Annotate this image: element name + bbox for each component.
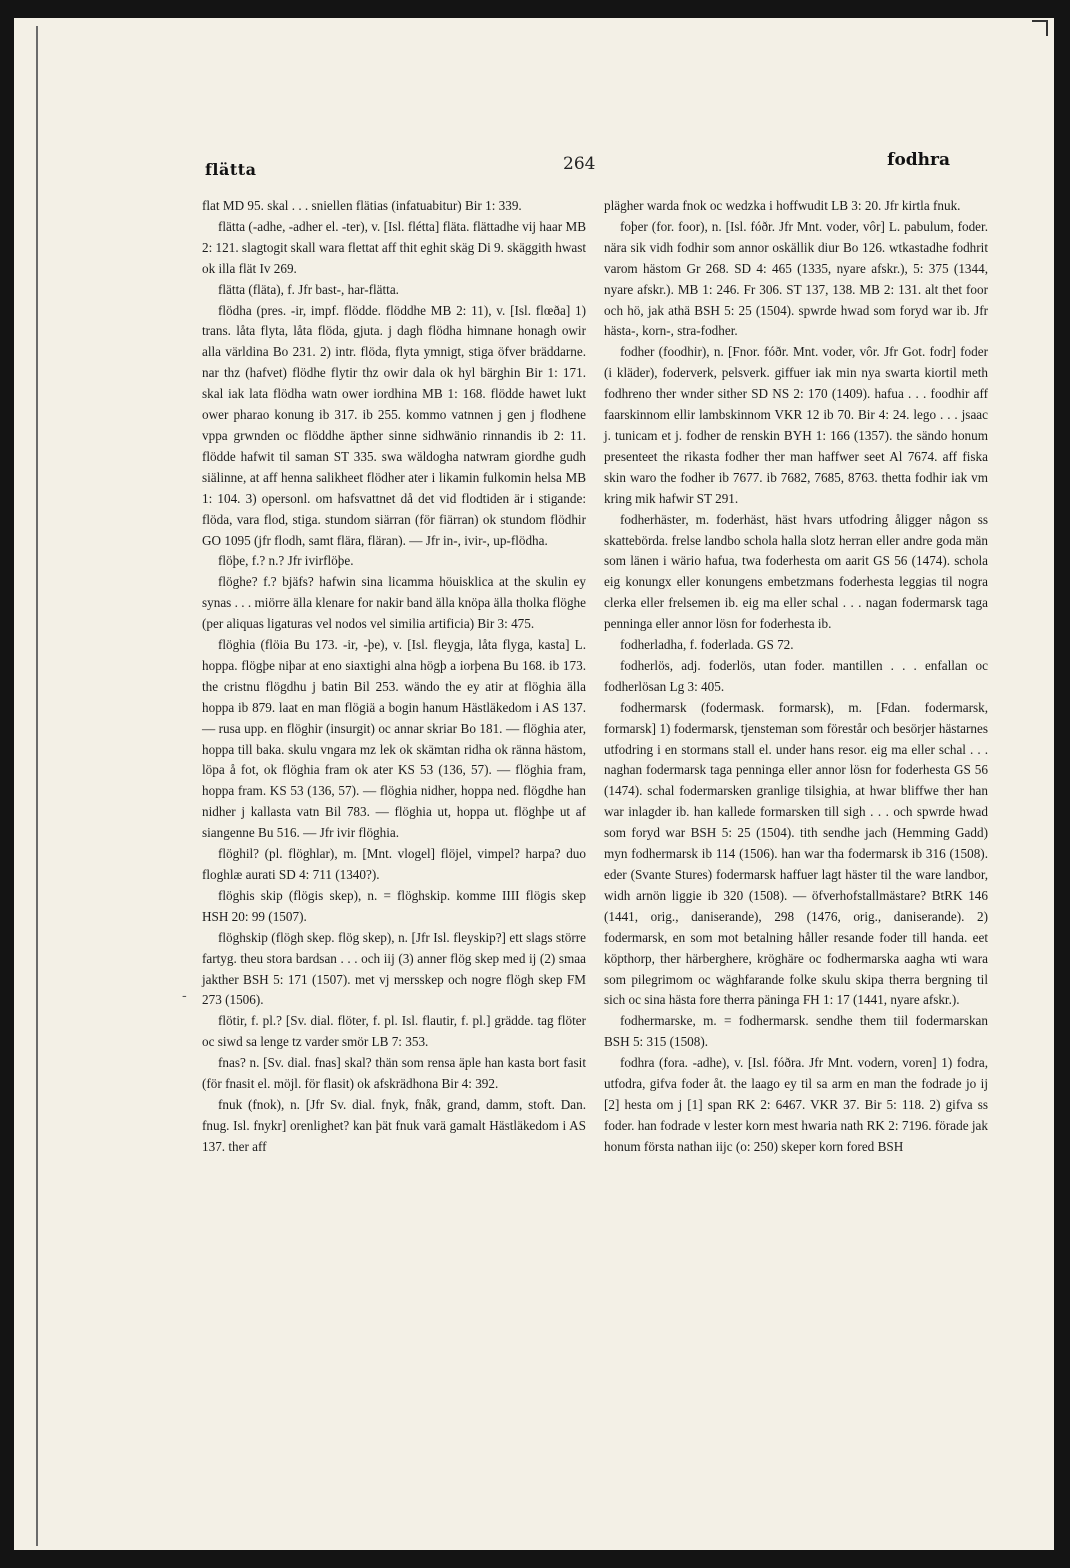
entry-flatta-noun: flätta (fläta), f. Jfr bast-, har-flätta. [218, 281, 399, 297]
entry-flatta-verb: flätta (-adhe, -adher el. -ter), v. [Isl. flétta] fläta. flättadhe vij haar MB 2: 121. slagtogit skall wara flettat aff thit eghit skäg Di 9. skäggith hwast ok illa flät Iv 269. [202, 218, 586, 276]
scan-corner-mark [1032, 20, 1048, 36]
right-column [604, 196, 988, 1158]
entry-fodher: fodher (foodhir), n. [Fnor. fóðr. Mnt. voder, vôr. Jfr Got. fodr] foder (i kläder), foderverk, pelsverk. giffuer iak min nya swarta kiortil meth fodhreno ther wnder sither SD NS 2: 170 (1409). hafua . . . foodhir aff faarskinnom ellir lambskinnom VKR 12 ib 70. Bir 4: 24. lego . . . jsaac j. tunicam et j. fodher de renskin BYH 1: 166 (1357). the sändo honum presenteet the rikasta fodher ther man haffwer seet Al 7674. aff fiska skin waro the fodher ib 7677. ib 7682, 7685, 8763. thetta fodhir iak vm kring mik hafwir ST 291. [604, 344, 988, 506]
entry-fodherhaster: fodherhäster, m. foderhäst, häst hvars utfodring åligger någon ss skattebörda. frelse landbo schola halla slotz herran eller andre goda män som länen i wärio hafua, twa foderhesta om aarit GS 56 (1474). schola eig konungx eller konungens embetzmans foderhesta leggias til nogra clerka eller frelsemen ib. eig ma eller schal . . . nagan fodermarsk taga penninga eller annor lösn for foderhesta ib. [604, 511, 988, 632]
entry-fodhermarsk: fodhermarsk (fodermask. formarsk), m. [Fdan. fodermarsk, formarsk] 1) fodermarsk, tjensteman som förestår och besörjer hästarnes utfodring i en stormans stall el. under hans resor. eig ma eller schal . . . naghan fodermarsk taga penninga eller annor lösn for foderhesta GS 56 (1474). schal fodermarsken granlige tilsighia, at hwar bliffwe ther han war inlagder ib. han kallede formarsken till sigh . . . och spwrde hwad som foryd war BSH 5: 25 (1504). tith sendhe jach (Hemming Gadd) myn fodhermarsk ib 114 (1506). han war tha fodermarsk ib 316 (1508). eder (Svante Stures) fodermarsk haffuer lagt häster til the ware landbor, widh arnön liggie ib 320 (1508). — öfverhofstallmästare? BtRK 146 (1441, orig., daniserande), 298 (1476, orig., daniserande). 2) fodermarsk, en som mot betalning håller resande foder till handa. eet köpthorp, ther härberghere, kröghäre oc fodhermarska aagha wti wara som pilegrimom oc wäghfarande folke skulu skipa therra bergning til sich oc sina hästa fore therra päninga FH 1: 17 (1441, nyare afskr.). [604, 699, 988, 1008]
entry-fodhermarske: fodhermarske, m. = fodhermarsk. sendhe them tiil fodermarskan BSH 5: 315 (1508). [604, 1013, 988, 1050]
entry-floghia: flöghia (flöia Bu 173. -ir, -þe), v. [Isl. fleygja, låta flyga, kasta] L. hoppa. flögþe niþar at eno siaxtighi alna högþ a iorþena Bu 168. ib 173. the cristnu flögdhu j batin Bil 253. wändo the ey atir at flöghia älla hoppa ib 879. laat en man flögiä a bogin hanum Hästläkedom i AS 137. — rusa upp. en flöghir (insurgit) oc annar skriar Bo 181. — flöghia ater, hoppa till baka. skulu vngara mz lek ok skämtan ridha ok ränna hästom, löpa å fot, ok flöghia fram ok ater KS 53 (136, 57). — flöghia fram, hoppa fram. KS 53 (136, 57). — flöghia nidher, hoppa ned. flögdhe han nidher j kallasta vatn Bil 783. — flöghia ut, hoppa ut. flöghþe ut af siangenne Bu 516. — Jfr ivir flöghia. [202, 637, 586, 841]
entry-fother: foþer (for. foor), n. [Isl. fóðr. Jfr Mnt. voder, vôr] L. pabulum, foder. nära sik vidh fodhir som annor oskällik diur Bo 126. wtkastadhe fodhrit varom hästom Gr 268. SD 4: 465 (1335, nyare afskr.), 5: 375 (1344, nyare afskr.). MB 1: 246. Fr 306. ST 137, 138. MB 2: 131. alt thet foor och hö, jak athä BSH 5: 25 (1504). spwrde hwad som foryd war ib. Jfr hästa-, korn-, stra-fodher. [604, 218, 988, 339]
entry-flothe: flöþe, f.? n.? Jfr ivirflöþe. [218, 553, 354, 569]
entry-text: plägher warda fnok oc wedzka i hoffwudit LB 3: 20. Jfr kirtla fnuk. [604, 198, 961, 213]
entry-text: flat MD 95. skal . . . sniellen flätias (infatuabitur) Bir 1: 339. [202, 198, 522, 213]
entry-floghskip: flöghskip (flögh skep. flög skep), n. [Jfr Isl. fleyskip?] ett slags större fartyg. theu stora bardsan . . . och iij (3) anner flög skep med ij (2) smaa jakther BSH 5: 171 (1507). met vj mersskep och nogre flögh skep FM 273 (1506). [202, 929, 586, 1008]
running-head [14, 148, 1054, 178]
entry-flodha: flödha (pres. -ir, impf. flödde. flöddhe MB 2: 11), v. [Isl. flœða] 1) trans. låta flyta, låta flöda, gjuta. j dagh flödha himnane honagh owir alla världina Bo 231. 2) intr. flöda, flyta ymnigt, stiga öfver bräddarne. nar thz (hafvet) flödhe flytir thz owir dala ok hyl bärghin Bir 1: 171. skal iak lata flödha watn ower iordhina MB 1: 168. flödde hawet lukt ower pharao konung ib 317. ib 255. kommo vatnnen j gen j flodhene vppa grwnden oc flöddhe äpther sinne sidhwänio rinnandis ib 2: 11. flödde hafwit til saman ST 335. swa wäldogha natwram giordhe gudh siälinne, at aff henna salikheet flödher ater i likamin fulkomin helsa MB 1: 104. 3) opersonl. om hafsvattnet då det vid flodtiden är i stigande: flöda, vara flod, stiga. stundom siärran (för fiärran) ok stundom flödhir GO 1095 (jfr flodh, samt flära, fläran). — Jfr in-, ivir-, up-flödha. [202, 302, 586, 548]
page-number: 264 [563, 154, 596, 174]
entry-fodhra: fodhra (fora. -adhe), v. [Isl. fóðra. Jfr Mnt. vodern, voren] 1) fodra, utfodra, gifva foder åt. the laago ey til sa arm en man the fodrade jo ij [2] hesta om j [1] span RK 2: 6467. VKR 37. Bir 5: 118. 2) gifva ss foder. han fodrade v lester korn mest hwaria nath RK 2: 7196. förade jak honum första nathan iijc (o: 250) skeper korn fored BSH [604, 1055, 988, 1154]
entry-floghe: flöghe? f.? bjäfs? hafwin sina licamma höuisklica at the skulin ey synas . . . miörre älla klenare for nakir band älla knöpa älla tholka flöghe (per aliquas ligaturas vel nodos vel similia artificia) Bir 3: 475. [202, 574, 586, 632]
entry-fodherlos: fodherlös, adj. foderlös, utan foder. mantillen . . . enfallan oc fodherlösan Lg 3: 405. [604, 657, 988, 694]
entry-floghil: flöghil? (pl. flöghlar), m. [Mnt. vlogel] flöjel, vimpel? harpa? duo floghlæ aurati SD 4: 711 (1340?). [202, 846, 586, 882]
margin-mark: - [182, 988, 187, 1004]
right-guide-word: fodhra [887, 150, 950, 170]
entry-fodherladha: fodherladha, f. foderlada. GS 72. [620, 637, 794, 653]
scanned-page [14, 18, 1054, 1550]
left-column [202, 196, 586, 1158]
left-guide-word: flätta [205, 160, 257, 179]
entry-floghis-skip: flöghis skip (flögis skep), n. = flöghskip. komme IIII flögis skep HSH 20: 99 (1507). [202, 887, 586, 924]
entry-fnas: fnas? n. [Sv. dial. fnas] skal? thän som rensa äple han kasta bort fasit (för fnasit el. möjl. för flasit) ok afskrädhona Bir 4: 392. [202, 1055, 586, 1092]
entry-fnuk: fnuk (fnok), n. [Jfr Sv. dial. fnyk, fnåk, grand, damm, stoft. Dan. fnug. Isl. fnykr] orenlighet? kan þät fnuk varä gamalt Hästläkedom i AS 137. ther aff [202, 1096, 586, 1154]
entry-flotir: flötir, f. pl.? [Sv. dial. flöter, f. pl. Isl. flautir, f. pl.] grädde. tag flöter oc siwd sa lenge tz varder smör LB 7: 353. [202, 1013, 586, 1050]
